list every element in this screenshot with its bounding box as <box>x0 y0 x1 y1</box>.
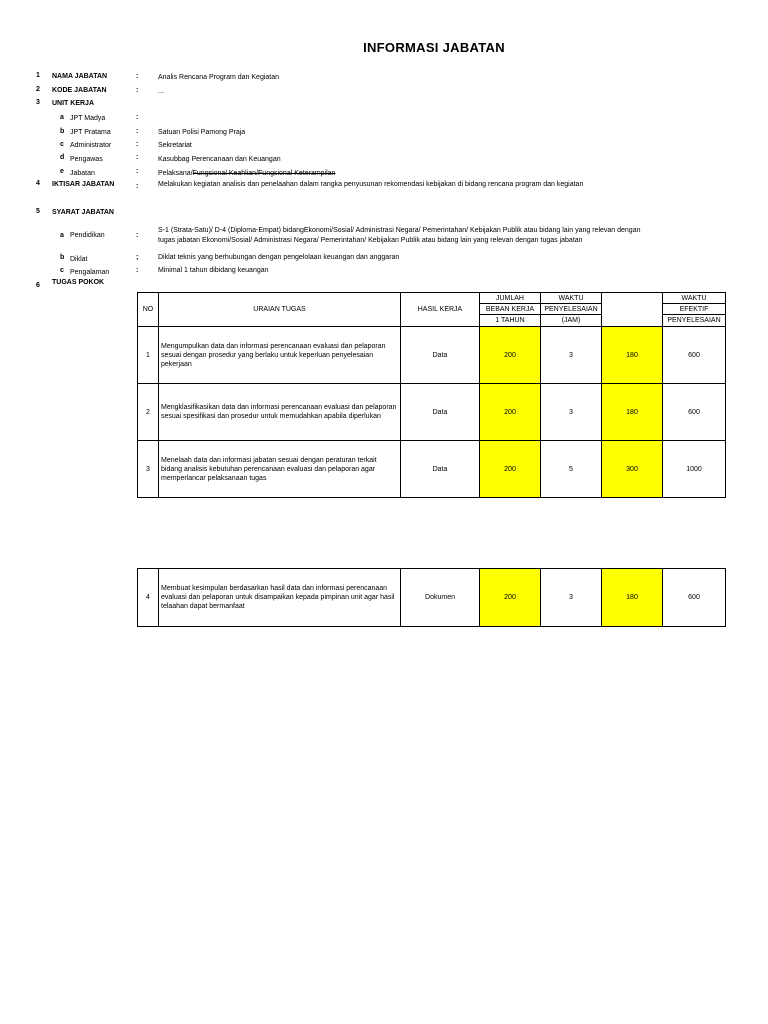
section-number: 5 <box>36 208 40 215</box>
item-letter: e <box>60 168 64 175</box>
header-efektif-1: WAKTU <box>663 293 726 304</box>
colon: : <box>136 141 139 148</box>
table-row <box>138 569 726 627</box>
jabatan-plain: Pelaksana/ <box>158 170 193 177</box>
cell-waktu: 5 <box>541 441 602 498</box>
header-hasil: HASIL KERJA <box>401 293 480 327</box>
section-number: 1 <box>36 72 40 79</box>
cell-hasil: Dokumen <box>401 569 480 627</box>
colon: : <box>136 267 139 274</box>
item-label: Jabatan <box>70 170 95 177</box>
item-letter: d <box>60 154 65 161</box>
header-waktu-2: PENYELESAIAN <box>541 304 602 315</box>
table-header-row <box>138 293 726 304</box>
header-blank <box>602 293 663 327</box>
header-efektif-3: PENYELESAIAN <box>663 315 726 327</box>
cell-uraian: Mengumpulkan data dan informasi perencanaan evaluasi dan pelaporan sesuai dengan prosedur yang berlaku untuk keperluan penyelesaian pekerjaan <box>159 327 401 384</box>
colon: : <box>136 73 139 80</box>
cell-beban: 200 <box>480 384 541 441</box>
cell-beban: 200 <box>480 569 541 627</box>
header-jumlah-3: 1 TAHUN <box>480 315 541 327</box>
section-number: 4 <box>36 180 40 187</box>
item-label: Diklat <box>70 256 88 263</box>
item-label: Pengawas <box>70 156 103 163</box>
cell-efektif: 600 <box>663 384 726 441</box>
cell-kolom: 300 <box>602 441 663 498</box>
section-number: 3 <box>36 99 40 106</box>
cell-no: 3 <box>138 441 159 498</box>
colon: : <box>136 154 139 161</box>
cell-kolom: 180 <box>602 384 663 441</box>
item-value: Diklat teknis yang berhubungan dengan pengelolaan keuangan dan anggaran <box>158 254 400 261</box>
colon: : <box>136 114 139 121</box>
header-no: NO <box>138 293 159 327</box>
section-label: SYARAT JABATAN <box>52 209 114 216</box>
section-label: IKTISAR JABATAN <box>52 181 115 188</box>
colon: : <box>136 87 139 94</box>
table-row <box>138 327 726 384</box>
cell-uraian: Menelaah data dan informasi jabatan sesuai dengan peraturan terkait bidang analisis kebutuhan perencanaan evaluasi dan pelaporan agar memperlancar pelaksanaan tugas <box>159 441 401 498</box>
cell-uraian: Membuat kesimpulan berdasarkan hasil data dan informasi perencanaan evaluasi dan pelaporan untuk disampaikan kepada pimpinan unit agar hasil telaahan dapat bermanfaat <box>159 569 401 627</box>
colon: : <box>136 232 139 239</box>
cell-kolom: 180 <box>602 327 663 384</box>
section-value: Analis Rencana Program dan Kegiatan <box>158 74 280 81</box>
item-label: Administrator <box>70 142 112 149</box>
header-waktu-1: WAKTU <box>541 293 602 304</box>
cell-efektif: 600 <box>663 327 726 384</box>
cell-uraian: Mengklasifikasikan data dan informasi perencanaan evaluasi dan pelaporan sesuai spesifikasi dan prosedur untuk memudahkan apabila diperlukan <box>159 384 401 441</box>
section-value: Melakukan kegiatan analisis dan penelaahan dalam rangka penyusunan rekomendasi kebijakan di bidang rencana program dan kegiatan <box>158 181 584 188</box>
colon: : <box>136 168 139 175</box>
item-value: Satuan Polisi Pamong Praja <box>158 129 246 136</box>
tasks-table <box>137 292 726 498</box>
section-number: 2 <box>36 86 40 93</box>
table-row <box>138 441 726 498</box>
cell-waktu: 3 <box>541 384 602 441</box>
section-label: KODE JABATAN <box>52 87 107 94</box>
item-letter: b <box>60 128 65 135</box>
item-value: Minimal 1 tahun dibidang keuangan <box>158 267 269 274</box>
header-efektif-2: EFEKTIF <box>663 304 726 315</box>
cell-no: 1 <box>138 327 159 384</box>
table-row <box>138 384 726 441</box>
cell-hasil: Data <box>401 384 480 441</box>
item-value-line1: S-1 (Strata-Satu)/ D-4 (Diploma-Empat) bidangEkonomi/Sosial/ Administrasi Negara/ Pemerintahan/ Kebijakan Publik atau bidang lain yang relevan dengan <box>158 227 641 234</box>
item-value <box>158 169 335 178</box>
colon: : <box>136 183 139 190</box>
header-jumlah-1: JUMLAH <box>480 293 541 304</box>
item-value: Kasubbag Perencanaan dan Keuangan <box>158 156 281 163</box>
item-letter: c <box>60 141 64 148</box>
item-label: JPT Pratama <box>70 129 111 136</box>
cell-no: 2 <box>138 384 159 441</box>
cell-beban: 200 <box>480 441 541 498</box>
item-letter: c <box>60 267 64 274</box>
item-label: Pengalaman <box>70 269 110 276</box>
item-value-line2: tugas jabatan Ekonomi/Sosial/ Administrasi Negara/ Pemerintahan/ Kebijakan Publik atau bidang lain yang relevan dengan tugas jabatan <box>158 237 583 244</box>
cell-waktu: 3 <box>541 569 602 627</box>
tasks-table-continued <box>137 568 726 627</box>
cell-kolom: 180 <box>602 569 663 627</box>
jabatan-struck: Fungsional Keahlian/Fungsional Keterampilan <box>192 170 336 177</box>
item-label: Pendidikan <box>70 232 105 239</box>
colon: : <box>136 128 139 135</box>
cell-hasil: Data <box>401 441 480 498</box>
section-label: NAMA JABATAN <box>52 73 108 80</box>
cell-efektif: 600 <box>663 569 726 627</box>
header-waktu-3: (JAM) <box>541 315 602 327</box>
section-label: UNIT KERJA <box>52 100 95 107</box>
item-letter: a <box>60 114 64 121</box>
page-title: INFORMASI JABATAN <box>363 40 505 55</box>
item-value: Sekretariat <box>158 142 192 149</box>
section-number: 6 <box>36 282 40 289</box>
cell-hasil: Data <box>401 327 480 384</box>
cell-beban: 200 <box>480 327 541 384</box>
cell-efektif: 1000 <box>663 441 726 498</box>
section-label: TUGAS POKOK <box>52 279 105 286</box>
header-uraian: URAIAN TUGAS <box>159 293 401 327</box>
colon: ; <box>136 254 139 261</box>
item-label: JPT Madya <box>70 115 106 122</box>
item-letter: b <box>60 254 65 261</box>
section-value: ... <box>158 88 164 95</box>
item-letter: a <box>60 232 64 239</box>
cell-no: 4 <box>138 569 159 627</box>
cell-waktu: 3 <box>541 327 602 384</box>
header-jumlah-2: BEBAN KERJA <box>480 304 541 315</box>
